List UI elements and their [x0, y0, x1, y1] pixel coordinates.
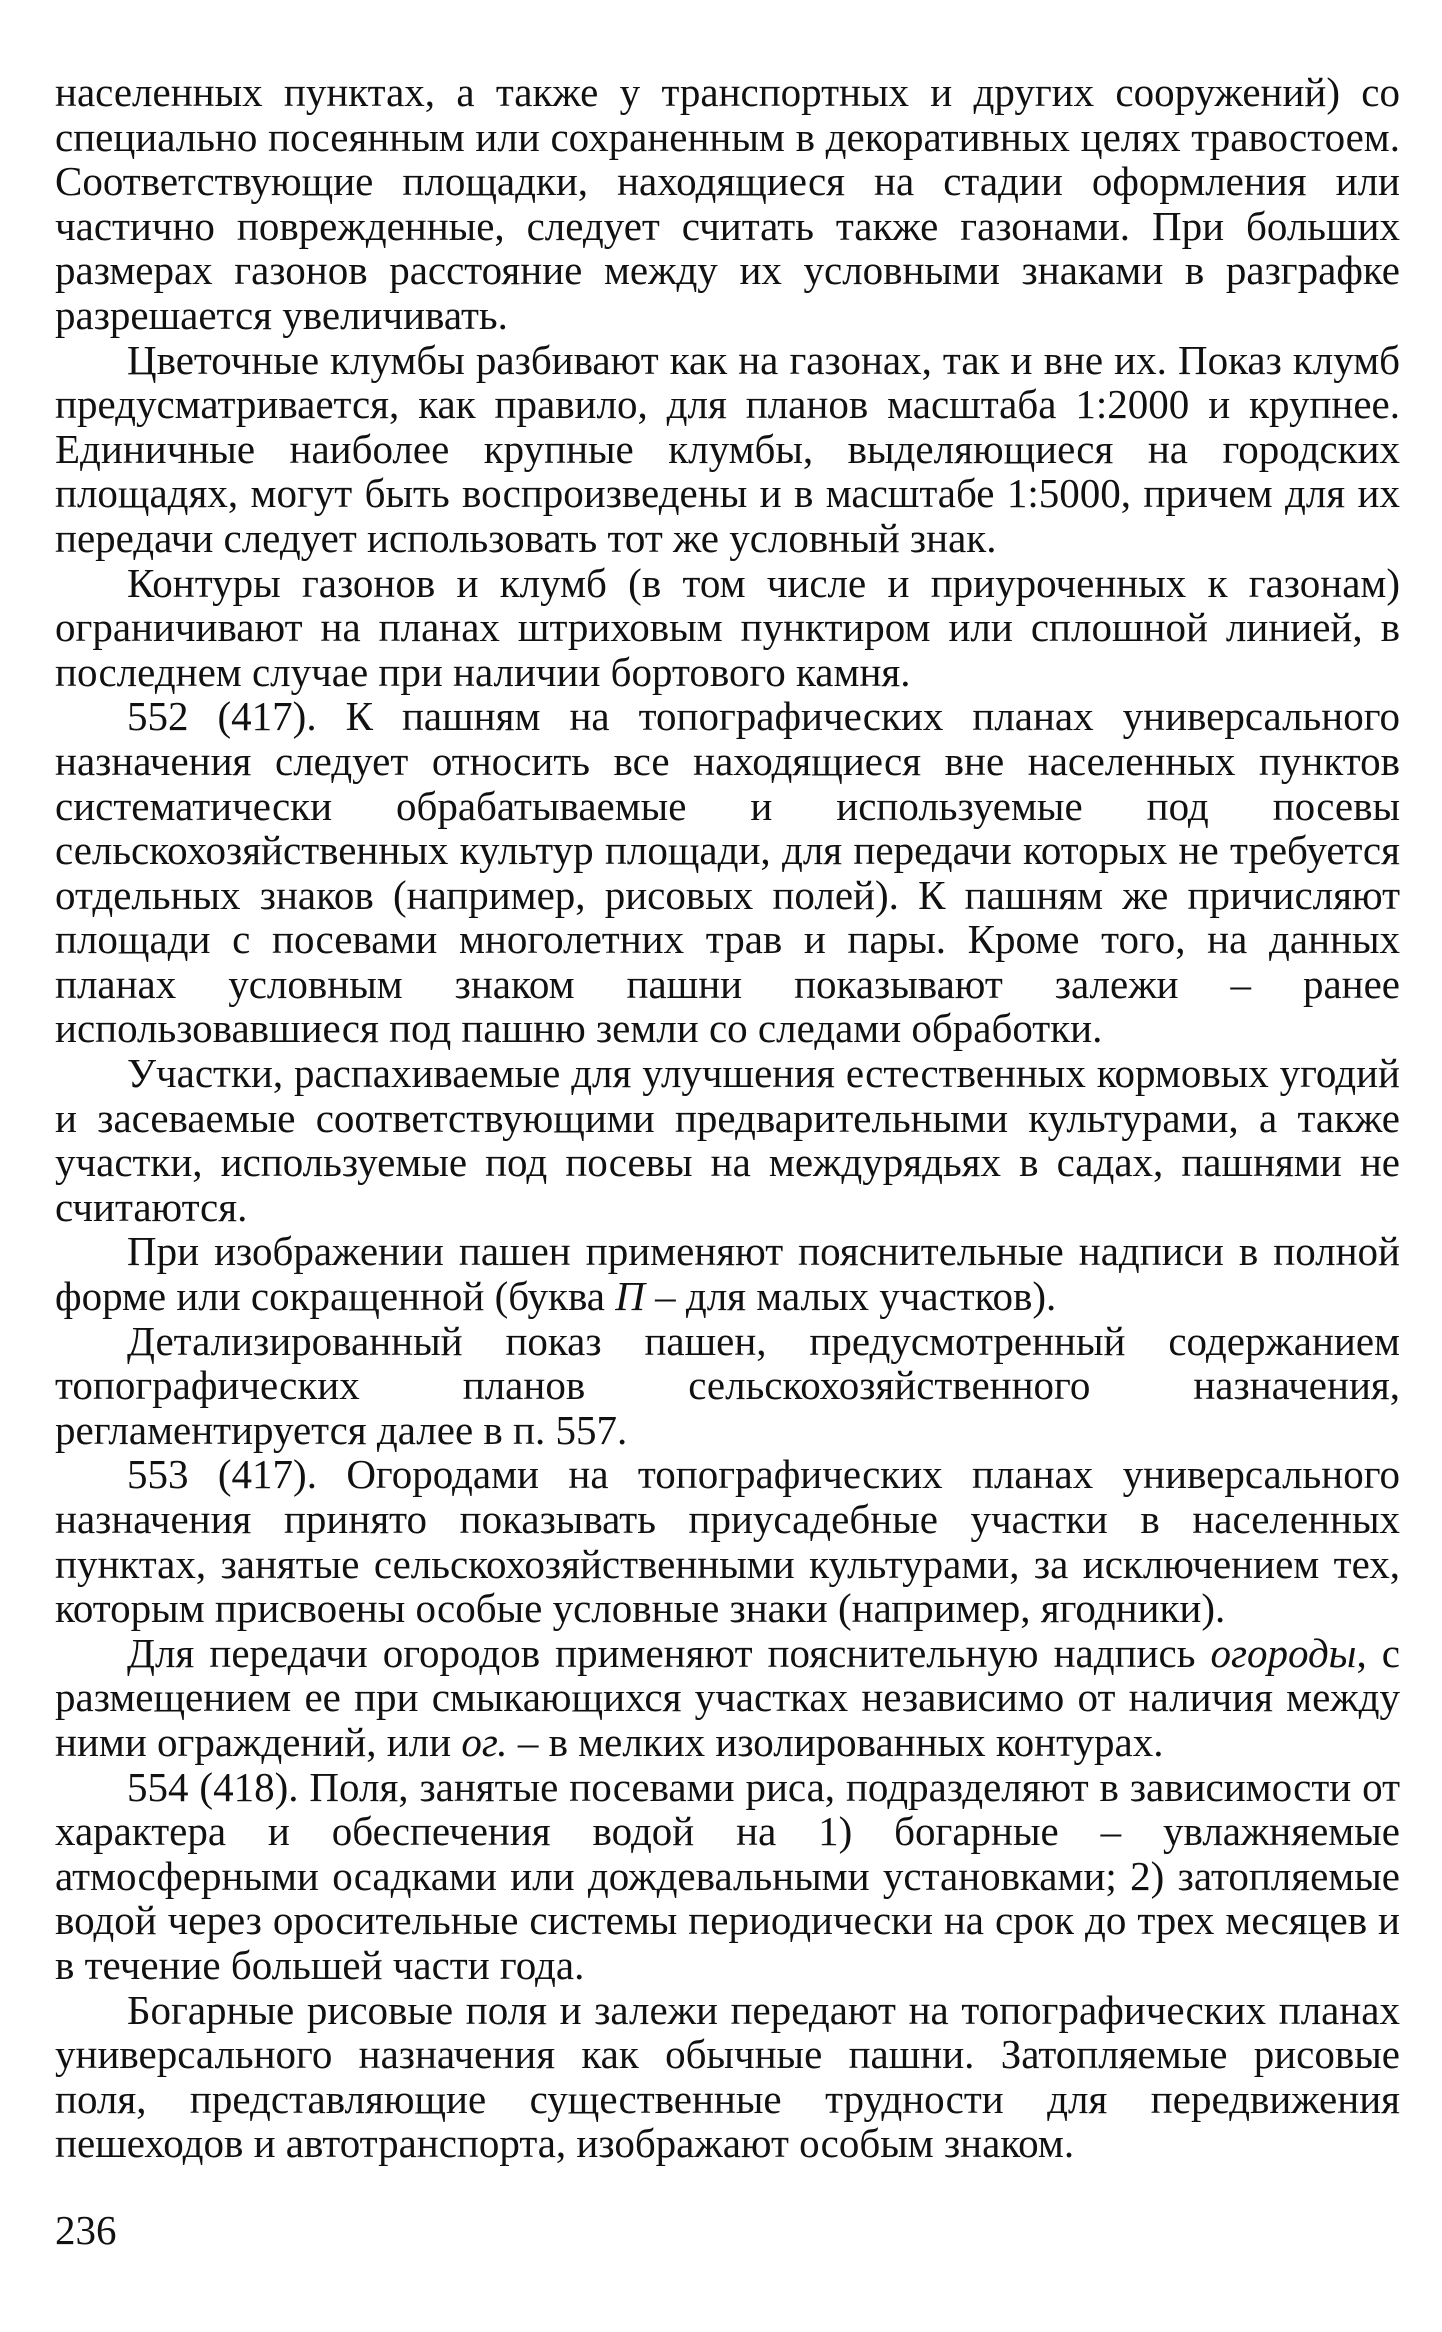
italic-abbreviation: ог.	[461, 1718, 508, 1765]
paragraph-detailed-display: Детализированный показ пашен, предусмотренный содержанием топографических планов сельскохозяйственного назначения, регламентируется далее в п. 557.	[55, 1317, 1400, 1453]
text-segment: – для малых участков).	[644, 1273, 1057, 1320]
paragraph-contours: Контуры газонов и клумб (в том числе и приуроченных к газонам) ограничивают на планах штриховым пунктиром или сплошной линией, в последнем случае при наличии бортового камня.	[55, 559, 1400, 695]
paragraph-553-gardens: 553 (417). Огородами на топографических планах универсального назначения принято показывать приусадебные участки в населенных пунктах, занятые сельскохозяйственными культурами, за исключением тех, которым присвоены особые условные знаки (например, ягодники).	[55, 1451, 1400, 1632]
paragraph-garden-labels	[55, 1631, 1400, 1765]
paragraph-554-rice-fields: 554 (418). Поля, занятые посевами риса, подразделяют в зависимости от характера и обеспечения водой на 1) богарные – увлажняемые атмосферными осадками или дождевальными установками; 2) затопляемые водой через оросительные системы периодически на срок до трех месяцев и в течение большей части года.	[55, 1763, 1400, 1988]
paragraph-lawns-continued: населенных пунктах, а также у транспортных и других сооружений) со специально посеянным или сохраненным в декоративных целях травостоем. Соответствующие площадки, находящиеся на стадии оформления или частично поврежденные, следует считать также газонами. При больших размерах газонов расстояние между их условными знаками в разграфке разрешается увеличивать.	[55, 69, 1400, 338]
italic-letter: П	[615, 1273, 645, 1320]
document-page	[55, 70, 1400, 2166]
paragraph-explanatory-labels	[55, 1229, 1400, 1318]
italic-word: огороды	[1210, 1629, 1357, 1676]
paragraph-552-arable-land: 552 (417). К пашням на топографических планах универсального назначения следует относить все находящиеся вне населенных пунктов систематически обрабатываемые и используемые под посевы сельскохозяйственных культур площади, для передачи которых не требуется отдельных знаков (например, рисовых полей). К пашням же причисляют площади с посевами многолетних трав и пары. Кроме того, на данных планах условным знаком пашни показывают залежи – ранее использовавшиеся под пашню земли со следами обработки.	[55, 693, 1400, 1052]
page-number: 236	[55, 2207, 117, 2253]
text-segment: – в мелких изолированных контурах.	[507, 1718, 1164, 1765]
text-segment: Для передачи огородов применяют пояснительную надпись	[127, 1629, 1211, 1676]
paragraph-flower-beds: Цветочные клумбы разбивают как на газонах, так и вне их. Показ клумб предусматривается, как правило, для планов масштаба 1:2000 и крупнее. Единичные наиболее крупные клумбы, выделяющиеся на городских площадях, могут быть воспроизведены и в масштабе 1:5000, причем для их передачи следует использовать тот же условный знак.	[55, 336, 1400, 561]
text-segment: , с размещением ее при смыкающихся участках независимо от наличия между ними ограждений, или	[55, 1629, 1400, 1765]
paragraph-rainfed-rice: Богарные рисовые поля и залежи передают на топографических планах универсального назначения как обычные пашни. Затопляемые рисовые поля, представляющие существенные трудности для передвижения пешеходов и автотранспорта, изображают особым знаком.	[55, 1986, 1400, 2167]
text-segment: При изображении пашен применяют пояснительные надписи в полной форме или сокращенной (буква	[55, 1228, 1400, 1320]
paragraph-plowed-plots: Участки, распахиваемые для улучшения естественных кормовых угодий и засеваемые соответствующими предварительными культурами, а также участки, используемые под посевы на междурядьях в садах, пашнями не считаются.	[55, 1050, 1400, 1230]
